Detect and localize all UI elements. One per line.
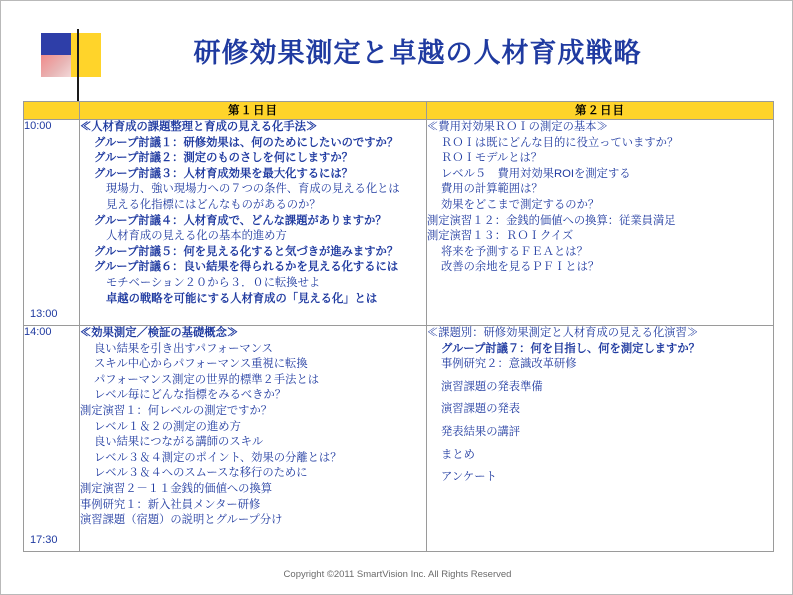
list-item: 費用の計算範囲は？ [441,183,543,196]
list-item: 事例研究１：新入社員メンター研修 [80,498,261,511]
list-item: まとめ [441,448,475,461]
list-item: 測定演習１３：ＲＯＩクイズ [427,230,574,243]
list-item: 良い結果を引き出すパフォーマンス [94,342,273,355]
spacer [427,463,773,470]
list-item: グループ討議３：人材育成効果を最大化するには？ [94,167,353,180]
list-item: 人材育成の見える化の基本的進め方 [106,230,287,243]
list-item: レベル３＆４へのスムースな移行のために [94,467,308,480]
list-item: アンケート [441,471,497,484]
list-item: 演習課題の発表 [441,403,521,416]
day2-morning-content [427,120,774,326]
list-item: グループ討議５：何を見える化すると気づきが進みますか？ [94,245,399,258]
list-item: ≪課題別：研修効果測定と人材育成の見える化演習≫ [427,327,699,339]
list-item: 良い結果につながる講師のスキル [94,436,264,449]
list-item: グループ討議４：人材育成で、どんな課題がありますか？ [94,214,387,227]
day2-afternoon-content [427,326,774,552]
list-item: スキル中心からパフォーマンス重視に転換 [94,358,308,371]
list-item: ≪人材育成の課題整理と育成の見える化手法≫ [80,121,318,133]
header-corner [24,102,80,120]
list-item: 発表結果の講評 [441,425,521,438]
spacer [427,441,773,448]
list-item: 将来を予測するＦＥＡとは？ [441,245,588,258]
table-row [24,326,774,552]
spacer [427,373,773,380]
list-item: 現場力、強い現場力への７つの条件、育成の見える化とは [106,183,400,196]
list-item: ≪効果測定／検証の基礎概念≫ [80,327,239,339]
list-item: 測定演習１２：金銭的価値への換算：従業員満足 [427,214,676,227]
list-item: 効果をどこまで測定するのか？ [441,198,600,211]
time-start-afternoon: 14:00 [24,326,52,338]
spacer [427,418,773,425]
list-item: 見える化指標にはどんなものがあるのか？ [106,198,321,211]
list-item: 測定演習１：何レベルの測定ですか？ [80,404,273,417]
list-item: グループ討議７：何を目指し、何を測定しますか？ [441,342,700,355]
list-item: グループ討議６：良い結果を得られるかを見える化するには [94,261,399,274]
spacer [427,395,773,402]
time-end-afternoon: 17:30 [30,534,58,546]
page-title: 研修効果測定と卓越の人材育成戦略 [193,38,642,68]
list-item: ≪費用対効果ＲＯＩの測定の基本≫ [427,121,608,133]
list-item: レベル３＆４測定のポイント、効果の分離とは？ [94,451,342,464]
list-item: グループ討議２：測定のものさしを何にしますか？ [94,152,353,165]
list-item: 演習課題（宿題）の説明とグループ分け [80,514,283,527]
list-item: ＲＯＩモデルとは？ [441,152,543,165]
copyright-footer: Copyright ©2011 SmartVision Inc. All Rights Reserved [283,569,512,580]
list-item: 事例研究２：意識改革研修 [441,358,577,371]
list-item: パフォーマンス測定の世界的標準２手法とは [94,373,320,386]
time-start-morning: 10:00 [24,120,52,132]
day1-morning-content [80,120,427,326]
table-row [24,120,774,326]
list-item: 演習課題の発表準備 [441,380,543,393]
list-item: ＲＯＩは既にどんな目的に役立っていますか？ [441,136,679,149]
header-day1: 第１日目 [80,102,427,120]
time-end-morning: 13:00 [30,308,58,320]
list-item: グループ討議１：研修効果は、何のためにしたいのですか？ [94,136,399,149]
list-item: レベル１＆２の測定の進め方 [94,420,241,433]
list-item: レベル５ 費用対効果ROIを測定する [441,167,631,180]
day1-afternoon-content [80,326,427,552]
time-cell-morning [24,120,80,326]
agenda-table [23,101,774,552]
time-cell-afternoon [24,326,80,552]
list-item: 改善の余地を見るＰＦＩとは？ [441,261,600,274]
header-day2: 第２日目 [427,102,774,120]
list-item: レベル毎にどんな指標をみるべきか？ [94,389,287,402]
list-item: 卓越の戦略を可能にする人材育成の「見える化」とは [106,292,378,305]
list-item: 測定演習２－１１金銭的価値への換算 [80,482,273,495]
list-item: モチベーション２０から３．０に転換せよ [106,276,321,289]
table-header-row [24,102,774,120]
